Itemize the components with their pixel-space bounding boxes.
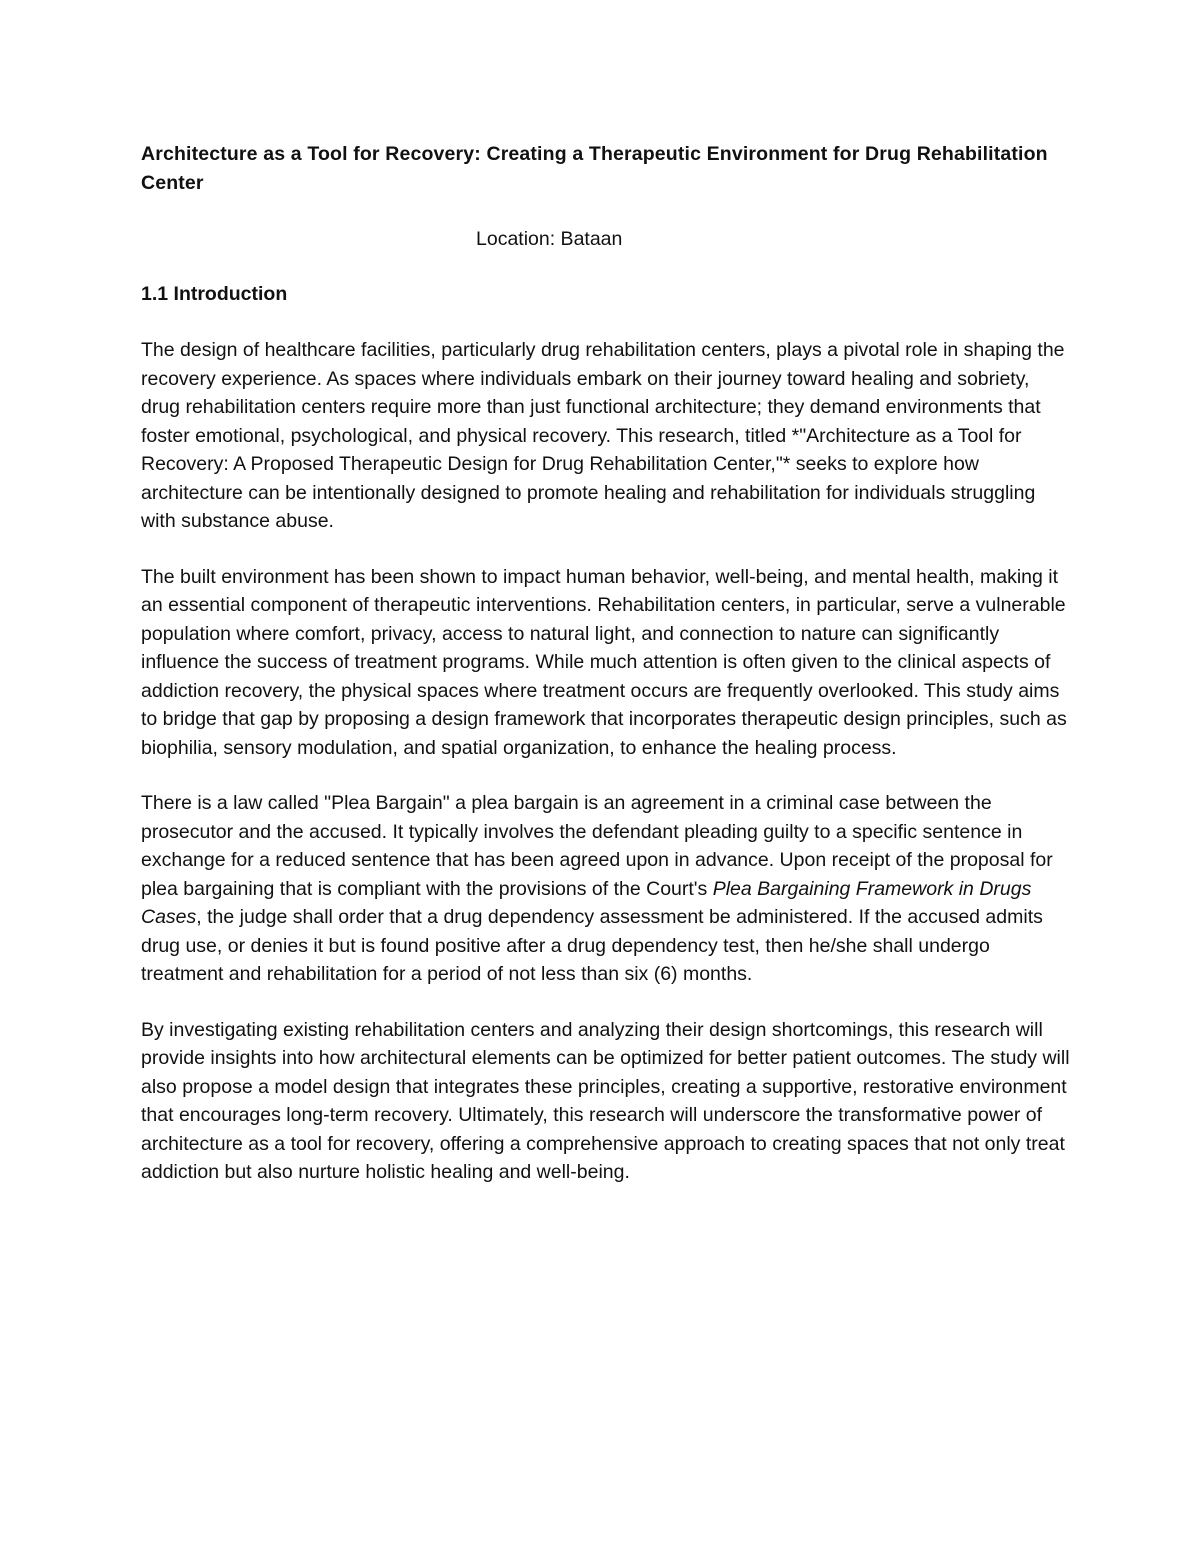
document-body [141, 140, 1071, 1187]
paragraph-closing: By investigating existing rehabilitation centers and analyzing their design shortcomings, this research will provide insights into how architectural elements can be optimized for better patient outcomes. The study will also propose a model design that integrates these principles, creating a supportive, restorative environment that encourages long-term recovery. Ultimately, this research will underscore the transformative power of architecture as a tool for recovery, offering a comprehensive approach to creating spaces that not only treat addiction but also nurture holistic healing and well-being. [141, 1018, 1070, 1183]
location-line: Location: Bataan [476, 228, 623, 250]
plea-text-before: There is a law called "Plea Bargain" a plea bargain is an agreement in a criminal case between the prosecutor and the accused. It typically involves the defendant pleading guilty to a specific sentence in exchange for a reduced sentence that has been agreed upon in advance. Upon receipt of the proposal for plea bargaining that is compliant with the provisions of the Court's [141, 792, 1053, 900]
paragraph-built-environment: The built environment has been shown to impact human behavior, well-being, and mental health, making it an essential component of therapeutic interventions. Rehabilitation centers, in particular, serve a vulnerable population where comfort, privacy, access to natural light, and connection to nature can significantly influence the success of treatment programs. While much attention is often given to the clinical aspects of addiction recovery, the physical spaces where treatment occurs are frequently overlooked. This study aims to bridge that gap by proposing a design framework that incorporates therapeutic design principles, such as biophilia, sensory modulation, and spatial organization, to enhance the healing process. [141, 565, 1067, 759]
paragraph-intro-design: The design of healthcare facilities, particularly drug rehabilitation centers, plays a pivotal role in shaping the recovery experience. As spaces where individuals embark on their journey toward healing and sobriety, drug rehabilitation centers require more than just functional architecture; they demand environments that foster emotional, psychological, and physical recovery. This research, titled *"Architecture as a Tool for Recovery: A Proposed Therapeutic Design for Drug Rehabilitation Center,"* seeks to explore how architecture can be intentionally designed to promote healing and rehabilitation for individuals struggling with substance abuse. [141, 339, 1065, 532]
document-title: Architecture as a Tool for Recovery: Creating a Therapeutic Environment for Drug Rehabilitation Center [141, 143, 1048, 194]
plea-text-after: , the judge shall order that a drug dependency assessment be administered. If the accused admits drug use, or denies it but is found positive after a drug dependency test, then he/she shall undergo treatment and rehabilitation for a period of not less than six (6) months. [141, 906, 1043, 985]
paragraph-plea-bargain [141, 789, 1071, 989]
plea-framework-title: Plea Bargaining Framework in Drugs Cases [141, 877, 1032, 928]
section-heading-introduction: 1.1 Introduction [141, 283, 288, 305]
